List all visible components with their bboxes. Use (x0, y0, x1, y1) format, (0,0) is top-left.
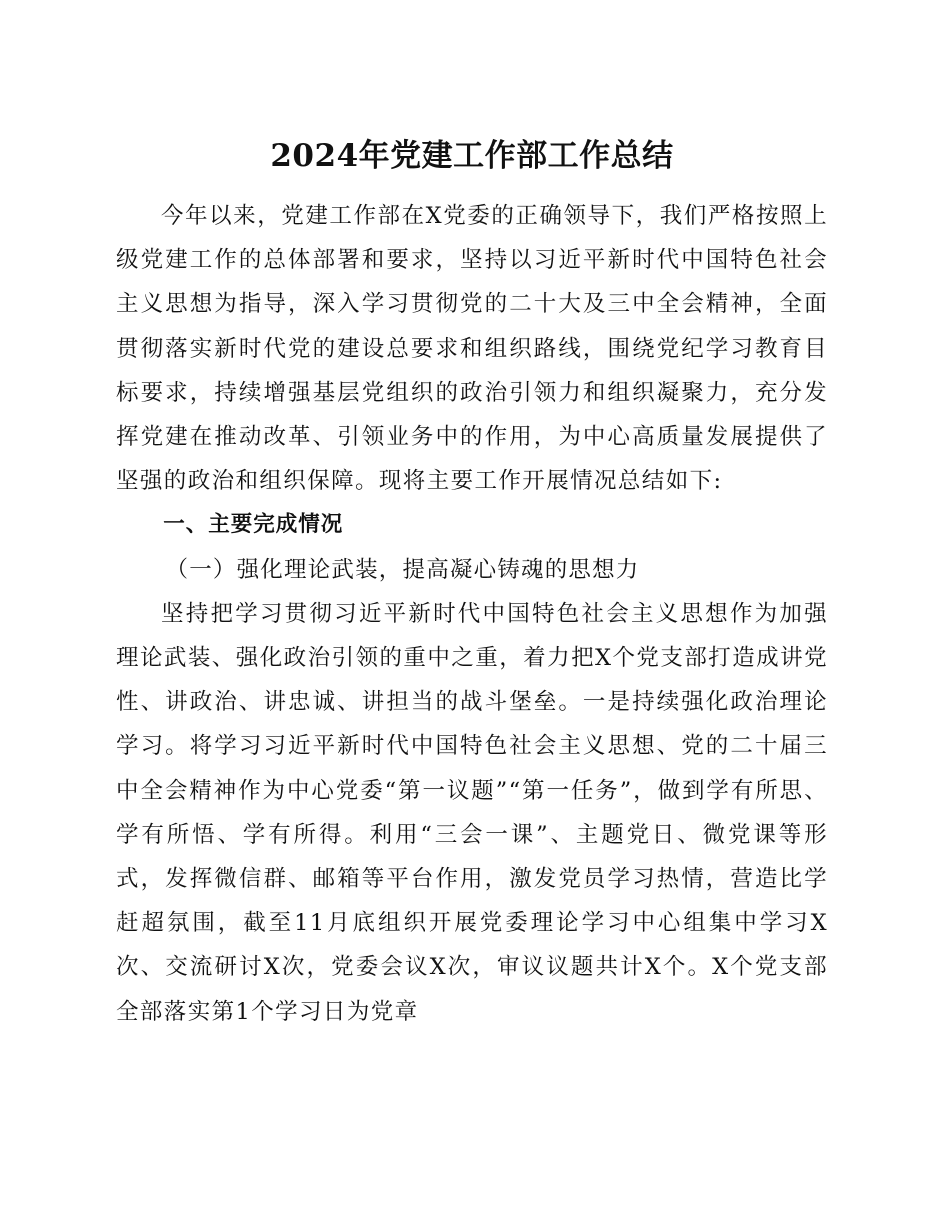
intro-paragraph: 今年以来，党建工作部在X党委的正确领导下，我们严格按照上级党建工作的总体部署和要求，坚持以习近平新时代中国特色社会主义思想为指导，深入学习贯彻党的二十大及三中全会精神，全面贯彻落实新时代党的建设总要求和组织路线，围绕党纪学习教育目标要求，持续增强基层党组织的政治引领力和组织凝聚力，充分发挥党建在推动改革、引领业务中的作用，为中心高质量发展提供了坚强的政治和组织保障。现将主要工作开展情况总结如下: (116, 203, 828, 495)
subsection-heading-theory: （一）强化理论武装，提高凝心铸魂的思想力 (165, 556, 640, 583)
section-heading-main-achievements: 一、主要完成情况 (163, 512, 344, 538)
subsection-body-paragraph: 坚持把学习贯彻习近平新时代中国特色社会主义思想作为加强理论武装、强化政治引领的重中之重，着力把X个党支部打造成讲党性、讲政治、讲忠诚、讲担当的战斗堡垒。一是持续强化政治理论学习。将学习习近平新时代中国特色社会主义思想、党的二十届三中全会精神作为中心党委“第一议题”“第一任务”，做到学有所思、学有所悟、学有所得。利用“三会一课”、主题党日、微党课等形式，发挥微信群、邮箱等平台作用，激发党员学习热情，营造比学赶超氛围，截至11月底组织开展党委理论学习中心组集中学习X次、交流研讨X次，党委会议X次，审议议题共计X个。X个党支部全部落实第1个学习日为党章 (116, 600, 828, 1025)
document-title: 2024年党建工作部工作总结 (270, 138, 674, 174)
document-body (116, 132, 828, 1034)
